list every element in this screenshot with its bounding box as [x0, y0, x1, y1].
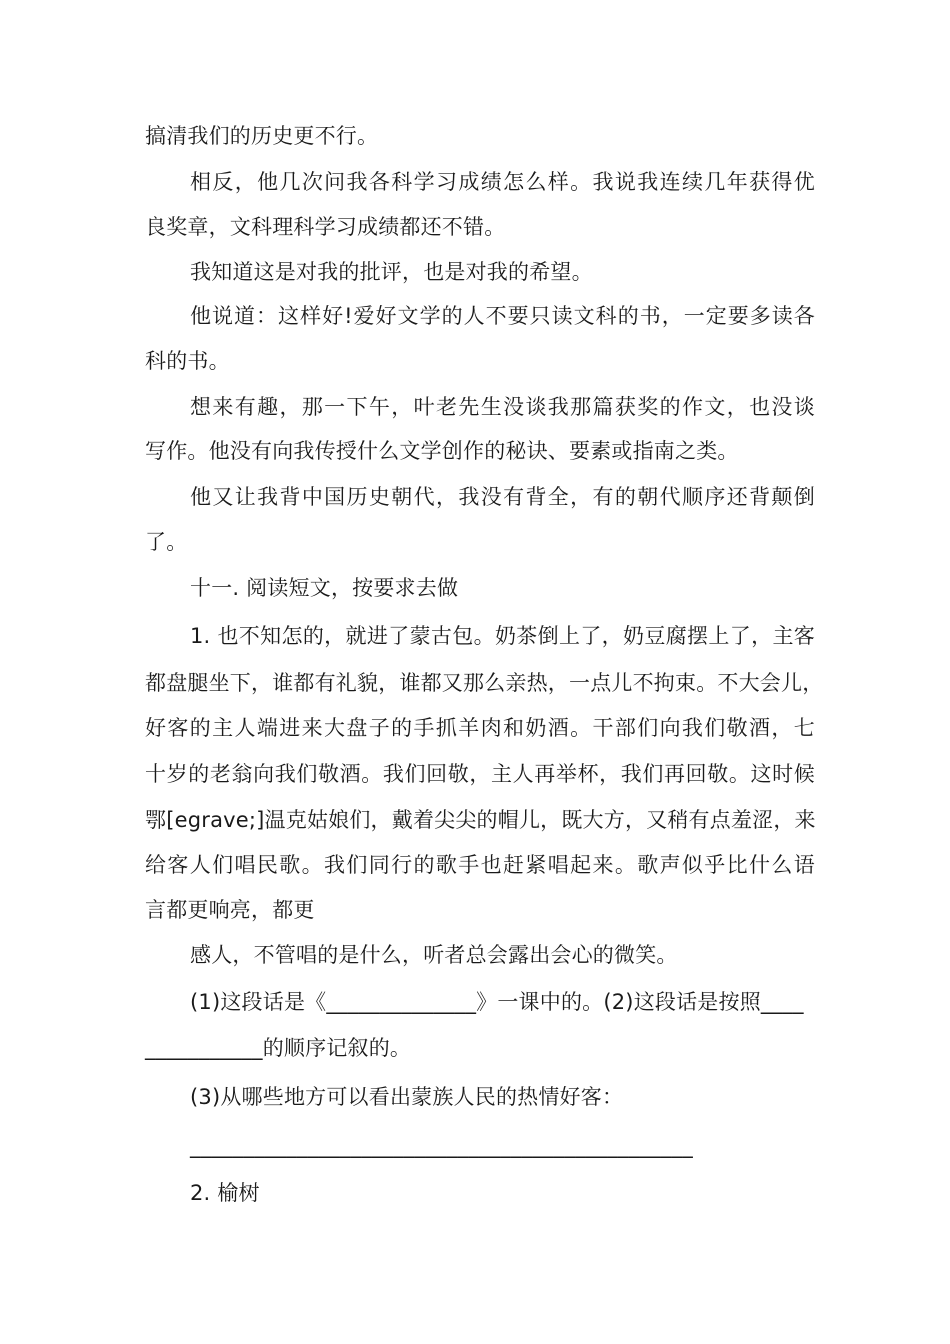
text-line: 想来有趣，那一下午，叶老先生没谈我那篇获奖的作文，也没谈 — [190, 395, 815, 419]
text-line: 好客的主人端进来大盘子的手抓羊肉和奶酒。干部们向我们敬酒，七 — [145, 716, 815, 740]
text-line: 感人，不管唱的是什么，听者总会露出会心的微笑。 — [190, 943, 678, 967]
text-line: 十岁的老翁向我们敬酒。我们回敬，主人再举杯，我们再回敬。这时候 — [145, 762, 815, 786]
text-line: 搞清我们的历史更不行。 — [145, 124, 379, 148]
text-line: 了。 — [145, 530, 188, 554]
text-line: 都盘腿坐下，谁都有礼貌，谁都又那么亲热，一点儿不拘束。不大会儿， — [145, 671, 824, 695]
text-line: 鄂[egrave;]温克姑娘们，戴着尖尖的帽儿，既大方，又稍有点羞涩，来 — [145, 808, 816, 832]
question-line: (3)从哪些地方可以看出蒙族人民的热情好客： — [190, 1085, 624, 1109]
text-line: 我知道这是对我的批评，也是对我的希望。 — [190, 260, 593, 284]
text-line: 他又让我背中国历史朝代，我没有背全，有的朝代顺序还背颠倒 — [190, 485, 815, 509]
question-line: ___________的顺序记叙的。 — [145, 1036, 412, 1060]
text-line: 1. 也不知怎的，就进了蒙古包。奶茶倒上了，奶豆腐摆上了，主客 — [190, 624, 815, 648]
answer-blank-line: _______________________________________________ — [190, 1134, 693, 1158]
text-line: 相反，他几次问我各科学习成绩怎么样。我说我连续几年获得优 — [190, 170, 815, 194]
question-line: (1)这段话是《______________》一课中的。(2)这段话是按照____ — [190, 990, 804, 1014]
section-heading: 2. 榆树 — [190, 1181, 260, 1205]
text-line: 他说道：这样好!爱好文学的人不要只读文科的书，一定要多读各 — [190, 304, 815, 328]
text-line: 良奖章，文科理科学习成绩都还不错。 — [145, 215, 506, 239]
text-line: 科的书。 — [145, 349, 230, 373]
section-heading: 十一. 阅读短文，按要求去做 — [190, 576, 459, 600]
text-line: 给客人们唱民歌。我们同行的歌手也赶紧唱起来。歌声似乎比什么语 — [145, 853, 815, 877]
text-line: 写作。他没有向我传授什么文学创作的秘诀、要素或指南之类。 — [145, 439, 739, 463]
text-line: 言都更响亮，都更 — [145, 898, 315, 922]
